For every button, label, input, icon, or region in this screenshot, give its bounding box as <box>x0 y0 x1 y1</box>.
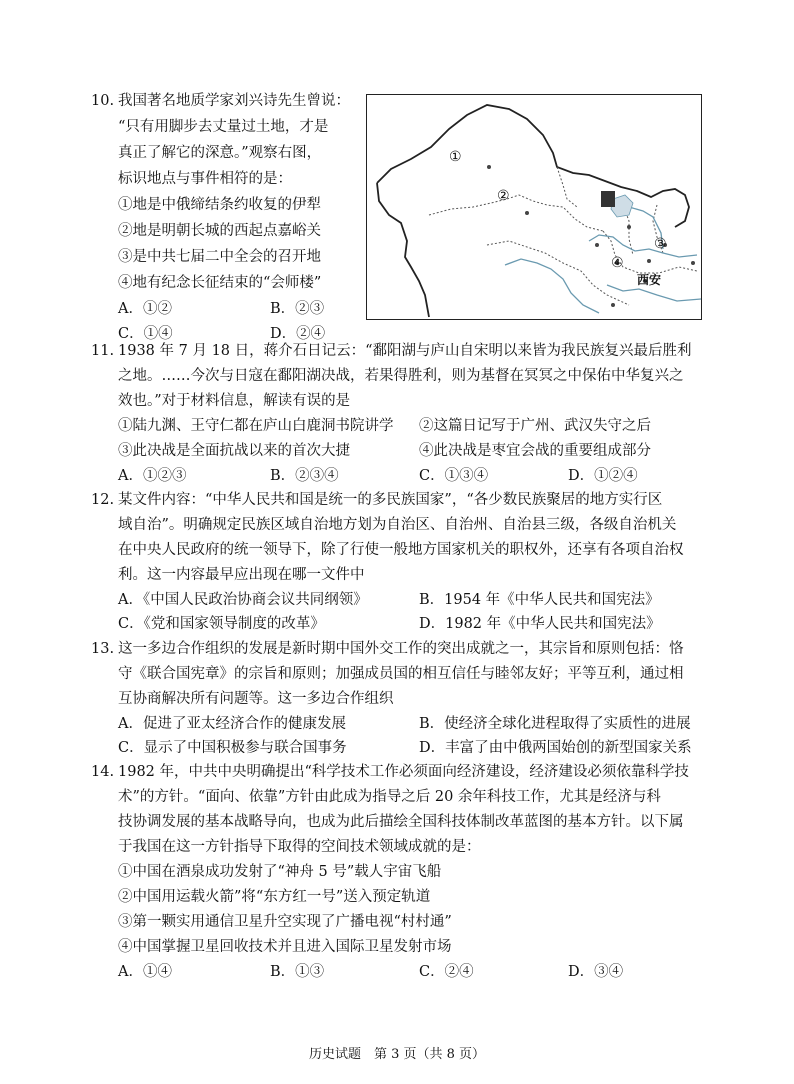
question-number: 12. <box>91 492 115 508</box>
question-number: 13. <box>91 641 115 657</box>
option-a: A．促进了亚太经济合作的健康发展 <box>118 716 346 732</box>
option-b: B．1954 年《中华人民共和国宪法》 <box>419 592 660 608</box>
option-b: B．使经济全球化进程取得了实质性的进展 <box>419 716 691 732</box>
statement-item: ①陆九渊、王守仁都在庐山白鹿洞书院讲学 <box>118 418 394 434</box>
option-a: A．①②③ <box>118 468 187 484</box>
question-text-line: 之地。……今次与日寇在鄱阳湖决战，若果得胜利，则为基督在冥冥之中保佑中华复兴之 <box>118 368 684 384</box>
question-text-line: 我国著名地质学家刘兴诗先生曾说： <box>118 93 350 109</box>
question-text-line: 守《联合国宪章》的宗旨和原则；加强成员国的相互信任与睦邻友好；平等互利，通过相 <box>118 666 684 682</box>
option-d: D．②④ <box>270 326 326 342</box>
question-text-line: 这一多边合作组织的发展是新时期中国外交工作的突出成就之一，其宗旨和原则包括：恪 <box>118 641 684 657</box>
map-marker-1: ① <box>449 149 462 165</box>
question-text-line: 域自治”。明确规定民族区域自治地方划为自治区、自治州、自治县三级，各级自治机关 <box>118 517 677 533</box>
question-text-line: 1938 年 7 月 18 日，蒋介石日记云：“鄱阳湖与庐山自宋明以来皆为我民族复兴最后胜利 <box>118 343 692 359</box>
map-marker-2: ② <box>497 188 510 204</box>
option-d: D．③④ <box>568 964 624 980</box>
option-b: B．①③ <box>270 964 325 980</box>
option-d: D．1982 年《中华人民共和国宪法》 <box>419 616 661 632</box>
map-city-label: 西安 <box>637 273 662 287</box>
statement-item: ②地是明朝长城的西起点嘉峪关 <box>118 223 321 239</box>
question-text-line: “只有用脚步去丈量过土地，才是 <box>118 119 329 135</box>
question-text-line: 于我国在这一方针指导下取得的空间技术领域成就的是： <box>118 839 481 855</box>
question-text-line: 效也。”对于材料信息，解读有误的是 <box>118 393 351 409</box>
statement-item: ④地有纪念长征结束的“会师楼” <box>118 275 322 291</box>
question-text-line: 标识地点与事件相符的是： <box>118 171 292 187</box>
option-c: C．①④ <box>118 326 173 342</box>
map-marker-4: ④ <box>611 255 624 271</box>
statement-item: ①中国在酒泉成功发射了“神舟 5 号”载人宇宙飞船 <box>118 864 442 880</box>
option-a: A．①④ <box>118 964 172 980</box>
option-d: D．①②④ <box>568 468 638 484</box>
statement-item: ③第一颗实用通信卫星升空实现了广播电视“村村通” <box>118 914 452 930</box>
option-b: B．②③ <box>270 301 325 317</box>
question-text-line: 某文件内容：“中华人民共和国是统一的多民族国家”，“各少数民族聚居的地方实行区 <box>118 492 663 508</box>
question-number: 11. <box>91 343 115 359</box>
question-text-line: 互协商解决所有问题等。这一多边合作组织 <box>118 691 394 707</box>
option-c: C．①③④ <box>419 468 489 484</box>
option-c: C．显示了中国积极参与联合国事务 <box>118 740 347 756</box>
statement-item: ③是中共七届二中全会的召开地 <box>118 249 321 265</box>
statement-item: ④中国掌握卫星回收技术并且进入国际卫星发射市场 <box>118 939 452 955</box>
option-a: A．①② <box>118 301 172 317</box>
question-text-line: 利。这一内容最早应出现在哪一文件中 <box>118 567 365 583</box>
statement-item: ②这篇日记写于广州、武汉失守之后 <box>419 418 651 434</box>
question-number: 14. <box>91 764 115 780</box>
statement-item: ③此决战是全面抗战以来的首次大捷 <box>118 443 350 459</box>
option-a: A．《中国人民政治协商会议共同纲领》 <box>118 592 368 608</box>
map-marker-3: ③ <box>654 236 667 252</box>
statement-item: ①地是中俄缔结条约收复的伊犁 <box>118 197 321 213</box>
question-text-line: 1982 年，中共中央明确提出“科学技术工作必须面向经济建设，经济建设必须依靠科学技 <box>118 764 689 780</box>
option-d: D．丰富了由中俄两国始创的新型国家关系 <box>419 740 692 756</box>
question-text-line: 真正了解它的深意。”观察右图， <box>118 145 322 161</box>
question-text-line: 在中央人民政府的统一领导下，除了行使一般地方国家机关的职权外，还享有各项自治权 <box>118 542 684 558</box>
statement-item: ④此决战是枣宜会战的重要组成部分 <box>419 443 651 459</box>
question-text-line: 技协调发展的基本战略导向，也成为此后描绘全国科技体制改革蓝图的基本方针。以下属 <box>118 814 684 830</box>
china-map-figure <box>366 94 702 320</box>
option-b: B．②③④ <box>270 468 339 484</box>
question-text-line: 术”的方针。“面向、依靠”方针由此成为指导之后 20 余年科技工作，尤其是经济与科 <box>118 789 661 805</box>
option-c: C．《党和国家领导制度的改革》 <box>118 616 325 632</box>
page-footer: 历史试题 第 3 页（共 8 页） <box>308 1047 486 1062</box>
statement-item: ②中国用运载火箭”将“东方红一号”送入预定轨道 <box>118 889 431 905</box>
question-number: 10. <box>91 93 115 109</box>
option-c: C．②④ <box>419 964 474 980</box>
